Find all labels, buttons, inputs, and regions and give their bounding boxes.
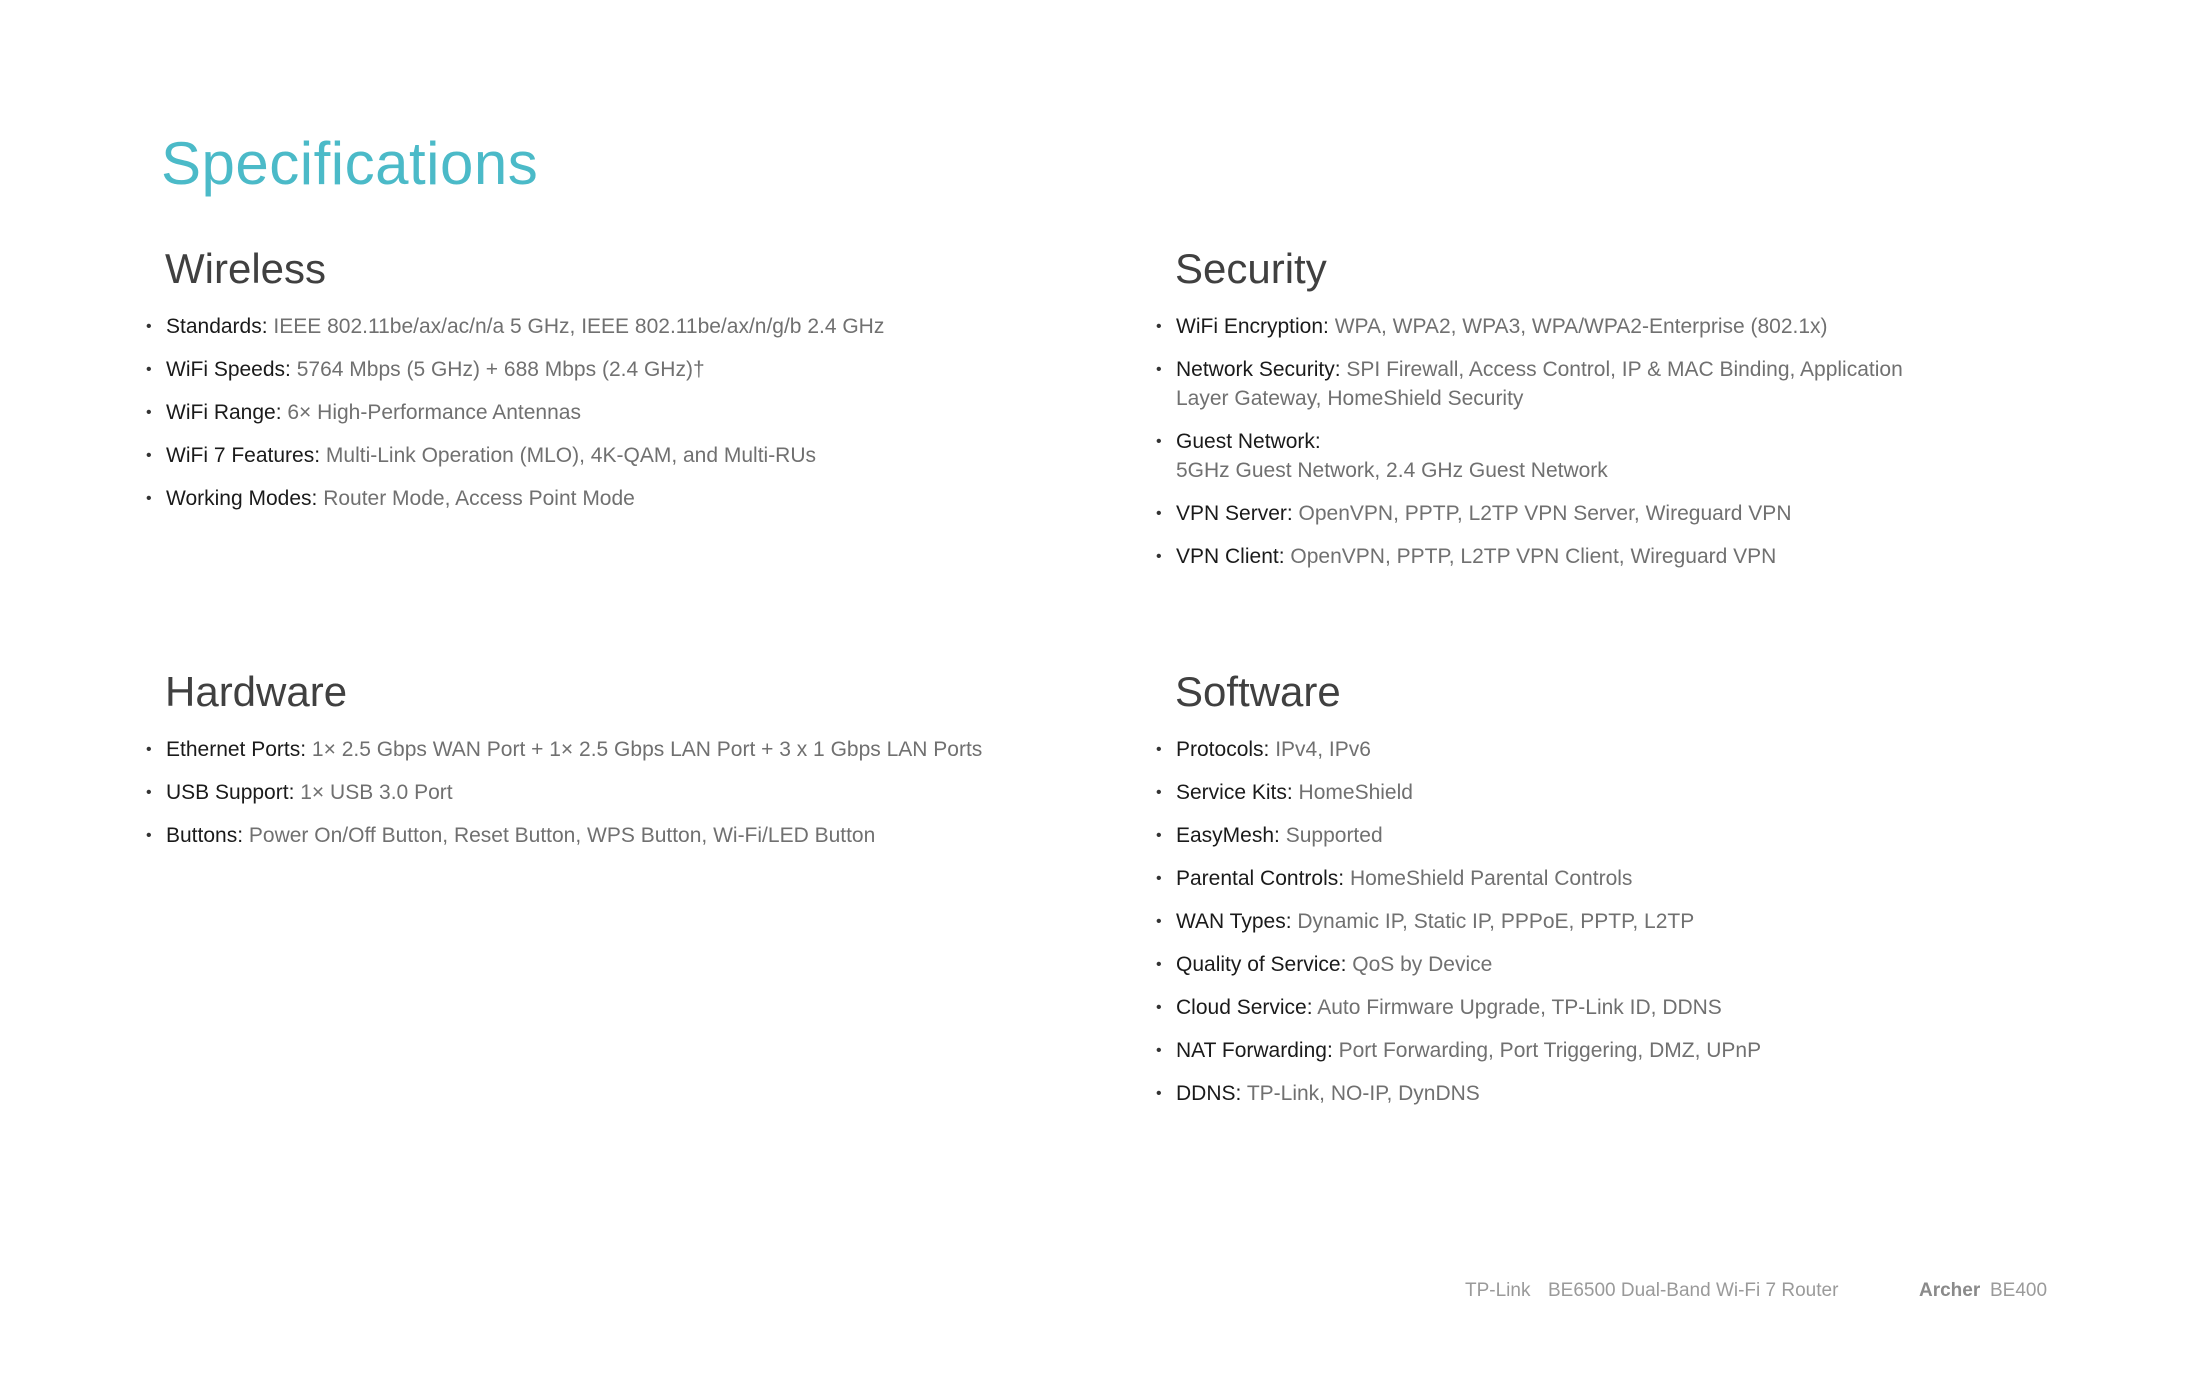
spec-item-network-security <box>1156 355 1953 413</box>
footer-brand <box>1465 1279 1530 1303</box>
spec-value: OpenVPN, PPTP, L2TP VPN Server, Wireguard VPN <box>1298 502 1792 525</box>
bullet-icon: • <box>146 784 152 801</box>
spec-label: DDNS: <box>1176 1082 1242 1105</box>
spec-item-protocols <box>1156 735 1953 764</box>
spec-label: VPN Server: <box>1176 502 1293 525</box>
spec-label: Service Kits: <box>1176 781 1293 804</box>
spec-label: Protocols: <box>1176 738 1270 761</box>
bullet-icon: • <box>146 490 152 507</box>
footer-brand-text: TP-Link <box>1465 1280 1531 1301</box>
software-spec-list <box>1156 735 1953 1108</box>
footer-model-text: BE400 <box>1990 1280 2048 1301</box>
wireless-spec-list <box>146 312 1063 513</box>
spec-value: HomeShield Parental Controls <box>1349 867 1633 890</box>
security-section <box>1156 244 1953 585</box>
footer-model <box>1990 1279 2047 1303</box>
spec-label: WiFi 7 Features: <box>166 444 321 467</box>
hardware-section <box>146 667 1063 864</box>
spec-label: Standards: <box>166 315 268 338</box>
spec-label: VPN Client: <box>1176 545 1285 568</box>
spec-item-buttons <box>146 821 1063 850</box>
spec-item-working-modes <box>146 484 1063 513</box>
bullet-icon: • <box>146 827 152 844</box>
spec-item-guest-network <box>1156 427 1953 485</box>
spec-item-ethernet-ports <box>146 735 1063 764</box>
software-section <box>1156 667 1953 1122</box>
spec-value: Power On/Off Button, Reset Button, WPS Button, Wi-Fi/LED Button <box>248 824 876 847</box>
bullet-icon: • <box>1156 1085 1162 1102</box>
bullet-icon: • <box>1156 505 1162 522</box>
spec-value: Supported <box>1285 824 1383 847</box>
spec-value: IPv4, IPv6 <box>1275 738 1371 761</box>
bullet-icon: • <box>1156 913 1162 930</box>
spec-value: IEEE 802.11be/ax/ac/n/a 5 GHz, IEEE 802.11be/ax/n/g/b 2.4 GHz <box>273 315 885 338</box>
spec-item-wifi-speeds <box>146 355 1063 384</box>
page-title: Specifications <box>161 130 539 197</box>
spec-value: 5764 Mbps (5 GHz) + 688 Mbps (2.4 GHz)† <box>296 358 705 381</box>
bullet-icon: • <box>1156 870 1162 887</box>
spec-label: EasyMesh: <box>1176 824 1280 847</box>
spec-item-wifi-range <box>146 398 1063 427</box>
spec-value: Multi-Link Operation (MLO), 4K-QAM, and Multi-RUs <box>325 444 817 467</box>
spec-item-wifi-encryption <box>1156 312 1953 341</box>
bullet-icon: • <box>1156 827 1162 844</box>
spec-item-vpn-server <box>1156 499 1953 528</box>
bullet-icon: • <box>1156 361 1162 378</box>
spec-value: OpenVPN, PPTP, L2TP VPN Client, Wireguard VPN <box>1290 545 1777 568</box>
spec-item-service-kits <box>1156 778 1953 807</box>
spec-value: TP-Link, NO-IP, DynDNS <box>1246 1082 1480 1105</box>
spec-value: 6× High-Performance Antennas <box>287 401 581 424</box>
spec-label: WiFi Encryption: <box>1176 315 1329 338</box>
spec-label: USB Support: <box>166 781 295 804</box>
spec-item-standards <box>146 312 1063 341</box>
footer-product <box>1548 1279 1838 1303</box>
hardware-spec-list <box>146 735 1063 850</box>
spec-value: WPA, WPA2, WPA3, WPA/WPA2-Enterprise (802.1x) <box>1334 315 1828 338</box>
bullet-icon: • <box>1156 433 1162 450</box>
spec-item-quality-of-service <box>1156 950 1953 979</box>
bullet-icon: • <box>1156 318 1162 335</box>
spec-label: WAN Types: <box>1176 910 1292 933</box>
section-heading-wireless: Wireless <box>165 245 327 292</box>
bullet-icon: • <box>1156 1042 1162 1059</box>
spec-label: Working Modes: <box>166 487 318 510</box>
footer-series-text: Archer <box>1919 1280 1981 1301</box>
spec-value: 5GHz Guest Network, 2.4 GHz Guest Network <box>1176 459 1608 482</box>
footer-series <box>1919 1279 1980 1303</box>
spec-value: Dynamic IP, Static IP, PPPoE, PPTP, L2TP <box>1297 910 1695 933</box>
spec-item-parental-controls <box>1156 864 1953 893</box>
wireless-section <box>146 244 1063 527</box>
spec-value: HomeShield <box>1298 781 1413 804</box>
spec-value: SPI Firewall, Access Control, IP & MAC Binding, Application Layer Gateway, HomeShield Security <box>1176 358 1903 410</box>
bullet-icon: • <box>146 361 152 378</box>
spec-value: Auto Firmware Upgrade, TP-Link ID, DDNS <box>1317 996 1722 1019</box>
section-heading-hardware: Hardware <box>165 668 348 715</box>
spec-value: Port Forwarding, Port Triggering, DMZ, UPnP <box>1338 1039 1762 1062</box>
spec-label: NAT Forwarding: <box>1176 1039 1333 1062</box>
spec-label: Ethernet Ports: <box>166 738 307 761</box>
spec-label: Buttons: <box>166 824 244 847</box>
spec-label: Cloud Service: <box>1176 996 1313 1019</box>
bullet-icon: • <box>146 741 152 758</box>
footer-product-text: BE6500 Dual-Band Wi-Fi 7 Router <box>1548 1280 1839 1301</box>
spec-value: QoS by Device <box>1352 953 1493 976</box>
section-heading-software: Software <box>1175 668 1341 715</box>
spec-item-nat-forwarding <box>1156 1036 1953 1065</box>
bullet-icon: • <box>1156 741 1162 758</box>
spec-value: Router Mode, Access Point Mode <box>323 487 635 510</box>
section-heading-security: Security <box>1175 245 1327 292</box>
spec-item-cloud-service <box>1156 993 1953 1022</box>
spec-item-vpn-client <box>1156 542 1953 571</box>
spec-item-usb-support <box>146 778 1063 807</box>
bullet-icon: • <box>146 447 152 464</box>
bullet-icon: • <box>1156 956 1162 973</box>
spec-label: Parental Controls: <box>1176 867 1345 890</box>
spec-label: Quality of Service: <box>1176 953 1347 976</box>
spec-item-wifi7-features <box>146 441 1063 470</box>
bullet-icon: • <box>1156 548 1162 565</box>
spec-label: Guest Network: <box>1176 430 1321 453</box>
spec-label: WiFi Speeds: <box>166 358 291 381</box>
spec-item-wan-types <box>1156 907 1953 936</box>
spec-item-ddns <box>1156 1079 1953 1108</box>
bullet-icon: • <box>1156 999 1162 1016</box>
security-spec-list <box>1156 312 1953 571</box>
spec-item-easymesh <box>1156 821 1953 850</box>
bullet-icon: • <box>146 404 152 421</box>
spec-label: Network Security: <box>1176 358 1341 381</box>
bullet-icon: • <box>1156 784 1162 801</box>
spec-value: 1× 2.5 Gbps WAN Port + 1× 2.5 Gbps LAN Port + 3 x 1 Gbps LAN Ports <box>311 738 983 761</box>
spec-label: WiFi Range: <box>166 401 282 424</box>
spec-value: 1× USB 3.0 Port <box>300 781 453 804</box>
bullet-icon: • <box>146 318 152 335</box>
